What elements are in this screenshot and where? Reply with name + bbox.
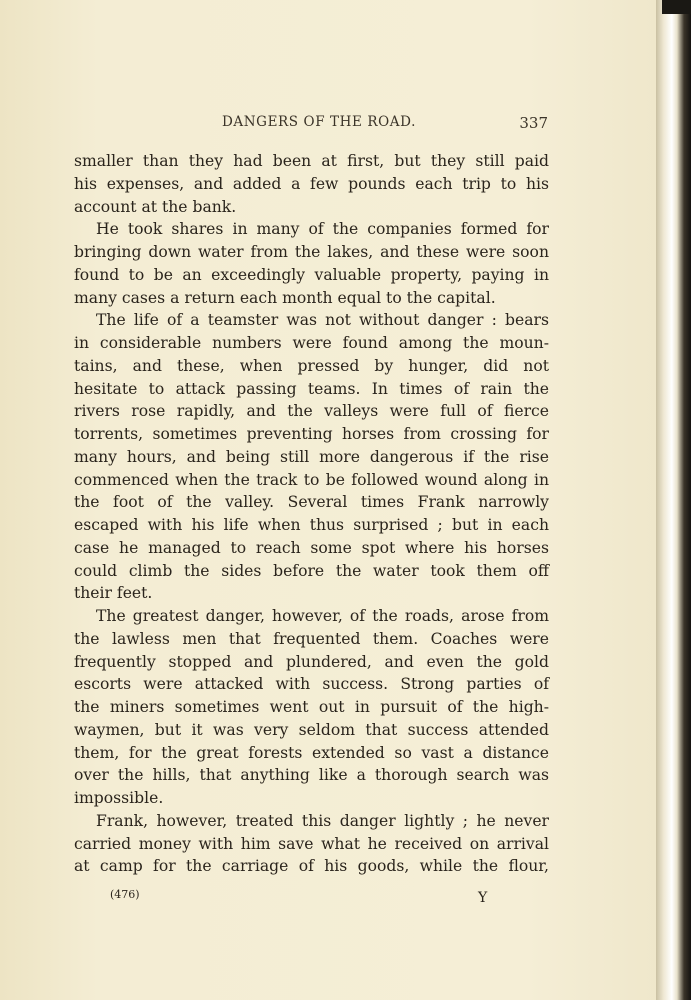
text-line: torrents, sometimes preventing horses from crossing for: [74, 425, 549, 443]
text-line: over the hills, that anything like a thorough search was: [74, 766, 549, 785]
binding-corner: [662, 0, 691, 14]
text-line: escorts were attacked with success. Strong parties of: [74, 675, 549, 694]
page-edge-shadow: [656, 0, 691, 1000]
text-line: bringing down water from the lakes, and these were soon: [74, 243, 549, 261]
text-line: their feet.: [74, 584, 153, 603]
page-footer: [74, 888, 549, 908]
running-header: [222, 114, 548, 134]
text-line: The greatest danger, however, of the roads, arose from: [96, 607, 549, 625]
text-line: many cases a return each month equal to the capital.: [74, 288, 496, 307]
running-title: DANGERS OF THE ROAD.: [222, 114, 416, 130]
text-line: frequently stopped and plundered, and even the gold: [74, 652, 549, 671]
text-line: at camp for the carriage of his goods, while the flour,: [74, 857, 549, 876]
text-line: carried money with him save what he received on arrival: [74, 834, 549, 853]
signature-mark: Y: [478, 890, 488, 906]
signature-number: (476): [110, 888, 140, 901]
text-line: tains, and these, when pressed by hunger, did not: [74, 356, 549, 375]
text-line: found to be an exceedingly valuable property, paying in: [74, 265, 549, 284]
text-line: smaller than they had been at first, but they still paid: [74, 152, 549, 170]
text-line: in considerable numbers were found among the moun-: [74, 334, 549, 352]
text-line: the miners sometimes went out in pursuit of the high-: [74, 698, 549, 716]
text-line: escaped with his life when thus surprised ; but in each: [74, 516, 549, 534]
text-line: Frank, however, treated this danger lightly ; he never: [96, 811, 549, 830]
text-line: many hours, and being still more dangerous if the rise: [74, 447, 549, 466]
text-line: case he managed to reach some spot where his horses: [74, 538, 549, 557]
text-line: his expenses, and added a few pounds each trip to his: [74, 174, 549, 193]
text-line: hesitate to attack passing teams. In times of rain the: [74, 379, 549, 398]
text-line: could climb the sides before the water took them off: [74, 561, 549, 580]
text-line: impossible.: [74, 789, 164, 807]
text-line: The life of a teamster was not without danger : bears: [96, 311, 549, 330]
text-line: account at the bank.: [74, 197, 237, 216]
text-line: the lawless men that frequented them. Coaches were: [74, 629, 549, 648]
text-line: He took shares in many of the companies formed for: [96, 220, 549, 239]
page-number: 337: [519, 114, 548, 132]
text-line: commenced when the track to be followed wound along in: [74, 470, 549, 489]
text-line: them, for the great forests extended so vast a distance: [74, 743, 549, 762]
text-line: rivers rose rapidly, and the valleys were full of fierce: [74, 402, 549, 421]
body-text: [74, 150, 549, 878]
text-line: the foot of the valley. Several times Frank narrowly: [74, 493, 549, 512]
text-line: waymen, but it was very seldom that success attended: [74, 720, 549, 739]
